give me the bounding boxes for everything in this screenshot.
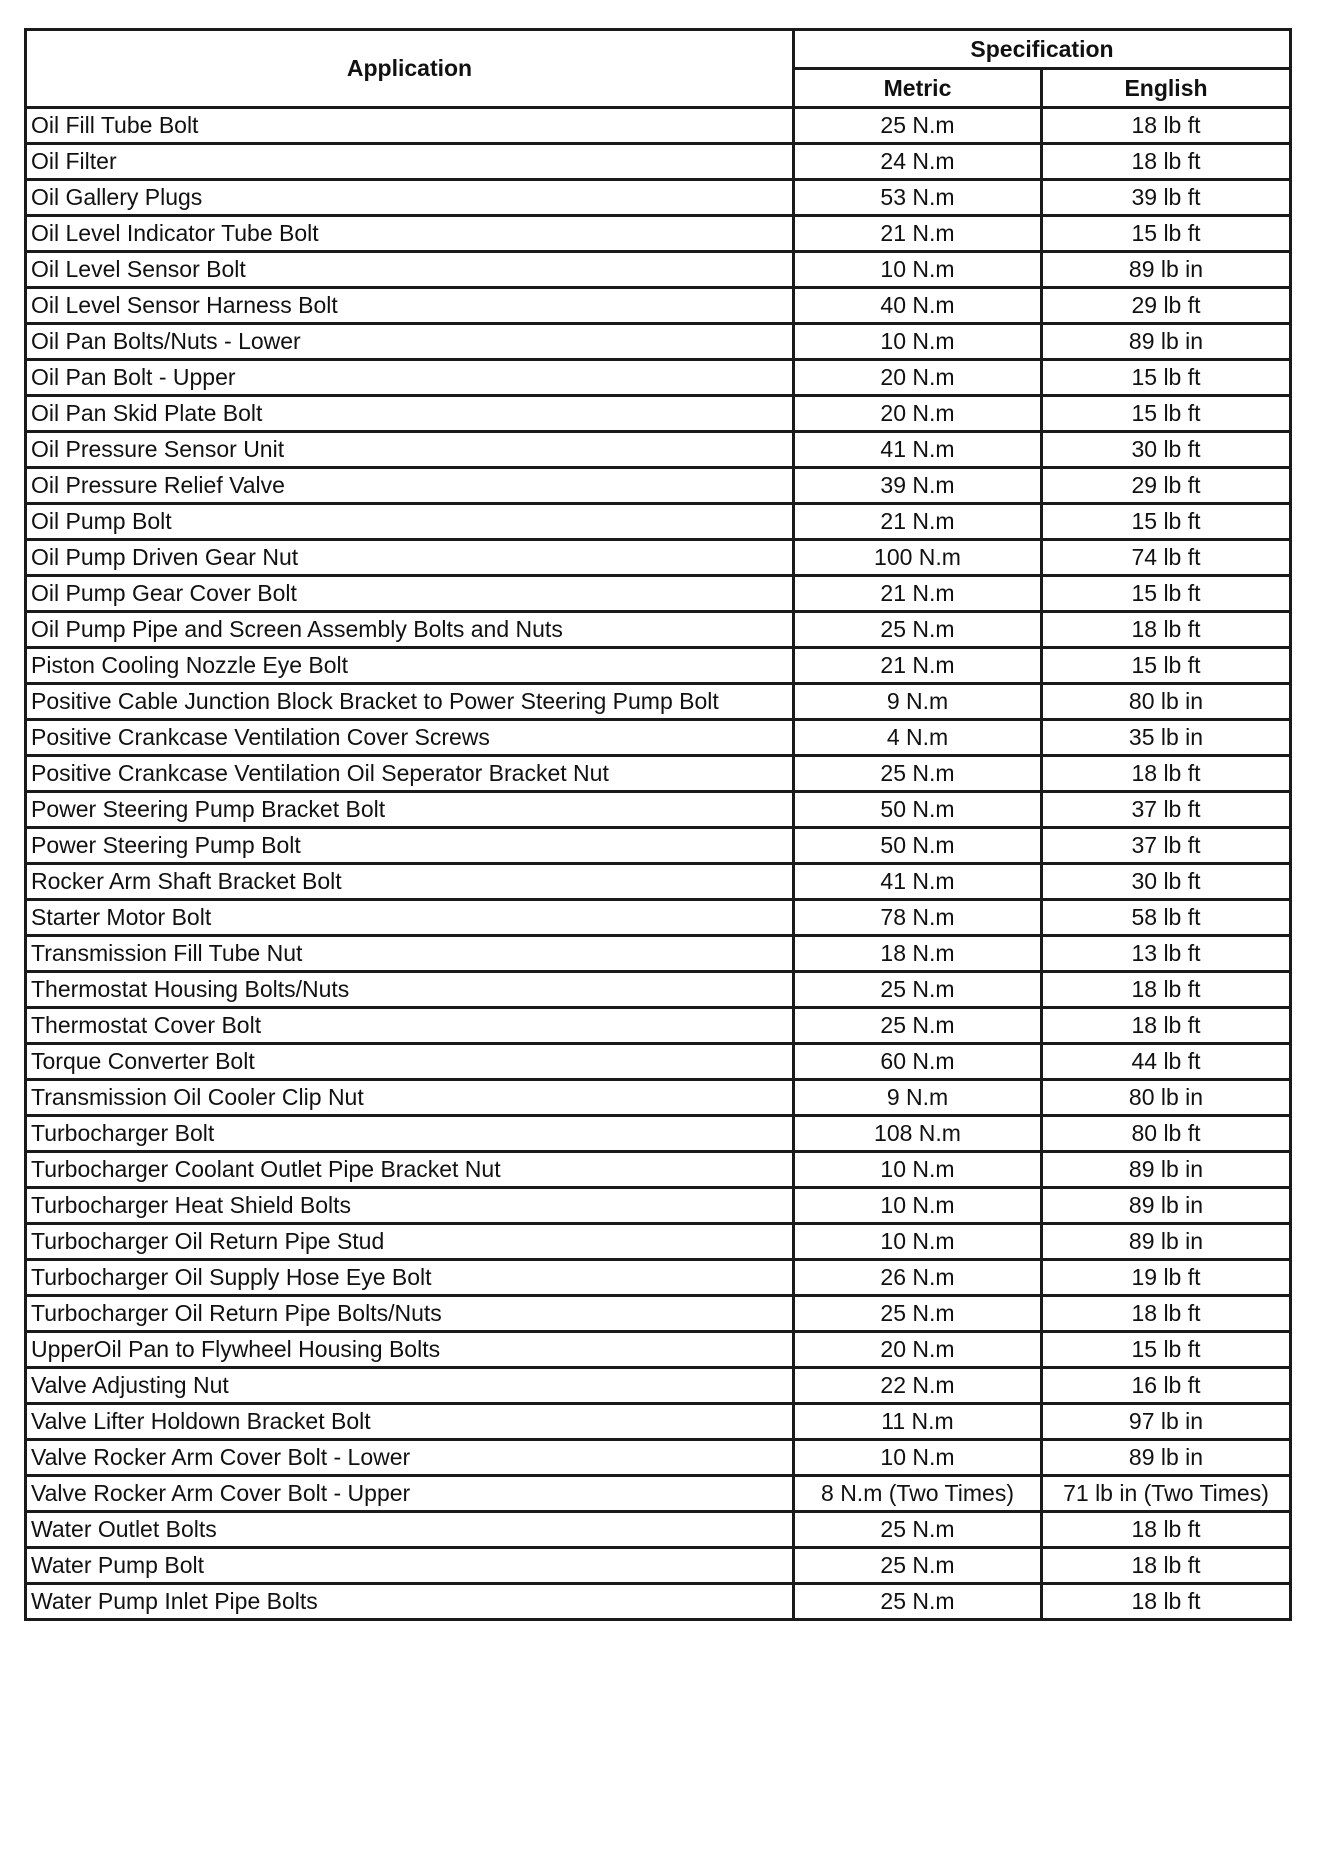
table-row (26, 972, 1291, 1008)
application-cell: Valve Adjusting Nut (26, 1368, 794, 1404)
application-cell: Water Outlet Bolts (26, 1512, 794, 1548)
application-cell: Turbocharger Bolt (26, 1116, 794, 1152)
table-row (26, 1440, 1291, 1476)
metric-cell: 25 N.m (794, 1512, 1042, 1548)
english-cell: 58 lb ft (1042, 900, 1291, 936)
table-row (26, 900, 1291, 936)
table-row (26, 756, 1291, 792)
english-cell: 15 lb ft (1042, 648, 1291, 684)
english-cell: 15 lb ft (1042, 504, 1291, 540)
metric-header: Metric (794, 69, 1042, 108)
metric-cell: 40 N.m (794, 288, 1042, 324)
table-row (26, 1080, 1291, 1116)
english-cell: 80 lb ft (1042, 1116, 1291, 1152)
english-cell: 30 lb ft (1042, 864, 1291, 900)
english-cell: 18 lb ft (1042, 1548, 1291, 1584)
table-row (26, 828, 1291, 864)
metric-cell: 39 N.m (794, 468, 1042, 504)
table-row (26, 1404, 1291, 1440)
english-cell: 89 lb in (1042, 1152, 1291, 1188)
english-cell: 18 lb ft (1042, 972, 1291, 1008)
table-row (26, 864, 1291, 900)
table-row (26, 1584, 1291, 1620)
torque-spec-table (24, 28, 1292, 1621)
metric-cell: 25 N.m (794, 612, 1042, 648)
application-cell: Oil Level Sensor Harness Bolt (26, 288, 794, 324)
metric-cell: 26 N.m (794, 1260, 1042, 1296)
table-row (26, 1044, 1291, 1080)
application-cell: Oil Pump Gear Cover Bolt (26, 576, 794, 612)
application-cell: Valve Rocker Arm Cover Bolt - Lower (26, 1440, 794, 1476)
english-cell: 18 lb ft (1042, 1512, 1291, 1548)
english-cell: 16 lb ft (1042, 1368, 1291, 1404)
table-row (26, 144, 1291, 180)
application-cell: Transmission Fill Tube Nut (26, 936, 794, 972)
application-cell: Oil Fill Tube Bolt (26, 108, 794, 144)
table-row (26, 1368, 1291, 1404)
metric-cell: 20 N.m (794, 396, 1042, 432)
table-row (26, 1512, 1291, 1548)
metric-cell: 53 N.m (794, 180, 1042, 216)
metric-cell: 4 N.m (794, 720, 1042, 756)
metric-cell: 41 N.m (794, 864, 1042, 900)
metric-cell: 25 N.m (794, 108, 1042, 144)
english-cell: 74 lb ft (1042, 540, 1291, 576)
application-cell: Turbocharger Oil Supply Hose Eye Bolt (26, 1260, 794, 1296)
application-cell: Oil Level Sensor Bolt (26, 252, 794, 288)
english-cell: 15 lb ft (1042, 576, 1291, 612)
table-row (26, 612, 1291, 648)
table-row (26, 1224, 1291, 1260)
english-cell: 29 lb ft (1042, 288, 1291, 324)
application-cell: Water Pump Inlet Pipe Bolts (26, 1584, 794, 1620)
english-header: English (1042, 69, 1291, 108)
english-cell: 18 lb ft (1042, 144, 1291, 180)
metric-cell: 60 N.m (794, 1044, 1042, 1080)
application-cell: Valve Rocker Arm Cover Bolt - Upper (26, 1476, 794, 1512)
english-cell: 89 lb in (1042, 1440, 1291, 1476)
application-cell: Turbocharger Heat Shield Bolts (26, 1188, 794, 1224)
table-row (26, 1476, 1291, 1512)
english-cell: 30 lb ft (1042, 432, 1291, 468)
table-row (26, 684, 1291, 720)
metric-cell: 25 N.m (794, 972, 1042, 1008)
application-cell: Positive Cable Junction Block Bracket to Power Steering Pump Bolt (26, 684, 794, 720)
metric-cell: 25 N.m (794, 1548, 1042, 1584)
application-cell: Oil Pan Skid Plate Bolt (26, 396, 794, 432)
metric-cell: 25 N.m (794, 1008, 1042, 1044)
application-cell: Oil Pan Bolts/Nuts - Lower (26, 324, 794, 360)
table-row (26, 936, 1291, 972)
metric-cell: 18 N.m (794, 936, 1042, 972)
english-cell: 37 lb ft (1042, 828, 1291, 864)
table-row (26, 576, 1291, 612)
application-cell: Oil Level Indicator Tube Bolt (26, 216, 794, 252)
application-cell: Oil Gallery Plugs (26, 180, 794, 216)
english-cell: 80 lb in (1042, 684, 1291, 720)
english-cell: 19 lb ft (1042, 1260, 1291, 1296)
metric-cell: 10 N.m (794, 1224, 1042, 1260)
english-cell: 18 lb ft (1042, 612, 1291, 648)
metric-cell: 8 N.m (Two Times) (794, 1476, 1042, 1512)
application-cell: Oil Pump Driven Gear Nut (26, 540, 794, 576)
application-cell: Oil Pump Pipe and Screen Assembly Bolts and Nuts (26, 612, 794, 648)
metric-cell: 78 N.m (794, 900, 1042, 936)
table-row (26, 216, 1291, 252)
table-row (26, 792, 1291, 828)
table-row (26, 468, 1291, 504)
english-cell: 44 lb ft (1042, 1044, 1291, 1080)
application-cell: Positive Crankcase Ventilation Cover Screws (26, 720, 794, 756)
english-cell: 71 lb in (Two Times) (1042, 1476, 1291, 1512)
metric-cell: 25 N.m (794, 1584, 1042, 1620)
application-cell: Rocker Arm Shaft Bracket Bolt (26, 864, 794, 900)
table-row (26, 1548, 1291, 1584)
metric-cell: 41 N.m (794, 432, 1042, 468)
metric-cell: 21 N.m (794, 576, 1042, 612)
metric-cell: 9 N.m (794, 684, 1042, 720)
english-cell: 15 lb ft (1042, 396, 1291, 432)
english-cell: 97 lb in (1042, 1404, 1291, 1440)
application-cell: Oil Filter (26, 144, 794, 180)
metric-cell: 10 N.m (794, 1152, 1042, 1188)
specification-header: Specification (794, 30, 1291, 69)
application-cell: Positive Crankcase Ventilation Oil Seperator Bracket Nut (26, 756, 794, 792)
english-cell: 37 lb ft (1042, 792, 1291, 828)
table-row (26, 504, 1291, 540)
application-cell: Starter Motor Bolt (26, 900, 794, 936)
table-row (26, 252, 1291, 288)
table-row (26, 720, 1291, 756)
application-cell: Turbocharger Oil Return Pipe Stud (26, 1224, 794, 1260)
application-cell: Oil Pan Bolt - Upper (26, 360, 794, 396)
metric-cell: 10 N.m (794, 324, 1042, 360)
metric-cell: 10 N.m (794, 1188, 1042, 1224)
application-cell: Power Steering Pump Bracket Bolt (26, 792, 794, 828)
metric-cell: 21 N.m (794, 648, 1042, 684)
metric-cell: 50 N.m (794, 792, 1042, 828)
english-cell: 18 lb ft (1042, 108, 1291, 144)
metric-cell: 10 N.m (794, 252, 1042, 288)
table-body (26, 108, 1291, 1620)
english-cell: 39 lb ft (1042, 180, 1291, 216)
application-header: Application (26, 30, 794, 108)
application-cell: Torque Converter Bolt (26, 1044, 794, 1080)
english-cell: 29 lb ft (1042, 468, 1291, 504)
english-cell: 80 lb in (1042, 1080, 1291, 1116)
english-cell: 89 lb in (1042, 324, 1291, 360)
table-row (26, 180, 1291, 216)
metric-cell: 20 N.m (794, 1332, 1042, 1368)
english-cell: 35 lb in (1042, 720, 1291, 756)
table-row (26, 1008, 1291, 1044)
metric-cell: 108 N.m (794, 1116, 1042, 1152)
table-row (26, 360, 1291, 396)
application-cell: Water Pump Bolt (26, 1548, 794, 1584)
table-row (26, 648, 1291, 684)
english-cell: 13 lb ft (1042, 936, 1291, 972)
application-cell: Piston Cooling Nozzle Eye Bolt (26, 648, 794, 684)
table-row (26, 1260, 1291, 1296)
metric-cell: 21 N.m (794, 504, 1042, 540)
application-cell: Transmission Oil Cooler Clip Nut (26, 1080, 794, 1116)
english-cell: 89 lb in (1042, 252, 1291, 288)
metric-cell: 50 N.m (794, 828, 1042, 864)
metric-cell: 9 N.m (794, 1080, 1042, 1116)
metric-cell: 22 N.m (794, 1368, 1042, 1404)
table-header (26, 30, 1291, 108)
english-cell: 18 lb ft (1042, 756, 1291, 792)
application-cell: Turbocharger Coolant Outlet Pipe Bracket Nut (26, 1152, 794, 1188)
header-row-top (26, 30, 1291, 69)
english-cell: 15 lb ft (1042, 1332, 1291, 1368)
application-cell: Turbocharger Oil Return Pipe Bolts/Nuts (26, 1296, 794, 1332)
metric-cell: 21 N.m (794, 216, 1042, 252)
table-row (26, 324, 1291, 360)
application-cell: Power Steering Pump Bolt (26, 828, 794, 864)
application-cell: Valve Lifter Holdown Bracket Bolt (26, 1404, 794, 1440)
application-cell: Oil Pressure Relief Valve (26, 468, 794, 504)
english-cell: 18 lb ft (1042, 1008, 1291, 1044)
table-row (26, 396, 1291, 432)
english-cell: 89 lb in (1042, 1224, 1291, 1260)
metric-cell: 24 N.m (794, 144, 1042, 180)
application-cell: Oil Pump Bolt (26, 504, 794, 540)
table-row (26, 1188, 1291, 1224)
metric-cell: 100 N.m (794, 540, 1042, 576)
english-cell: 15 lb ft (1042, 360, 1291, 396)
english-cell: 15 lb ft (1042, 216, 1291, 252)
application-cell: Oil Pressure Sensor Unit (26, 432, 794, 468)
application-cell: Thermostat Housing Bolts/Nuts (26, 972, 794, 1008)
table-row (26, 1152, 1291, 1188)
english-cell: 18 lb ft (1042, 1296, 1291, 1332)
metric-cell: 20 N.m (794, 360, 1042, 396)
application-cell: Thermostat Cover Bolt (26, 1008, 794, 1044)
table-row (26, 1332, 1291, 1368)
table-row (26, 1116, 1291, 1152)
metric-cell: 25 N.m (794, 756, 1042, 792)
table-row (26, 1296, 1291, 1332)
english-cell: 18 lb ft (1042, 1584, 1291, 1620)
metric-cell: 10 N.m (794, 1440, 1042, 1476)
table-row (26, 108, 1291, 144)
table-row (26, 432, 1291, 468)
table-row (26, 288, 1291, 324)
metric-cell: 25 N.m (794, 1296, 1042, 1332)
english-cell: 89 lb in (1042, 1188, 1291, 1224)
metric-cell: 11 N.m (794, 1404, 1042, 1440)
application-cell: UpperOil Pan to Flywheel Housing Bolts (26, 1332, 794, 1368)
table-row (26, 540, 1291, 576)
